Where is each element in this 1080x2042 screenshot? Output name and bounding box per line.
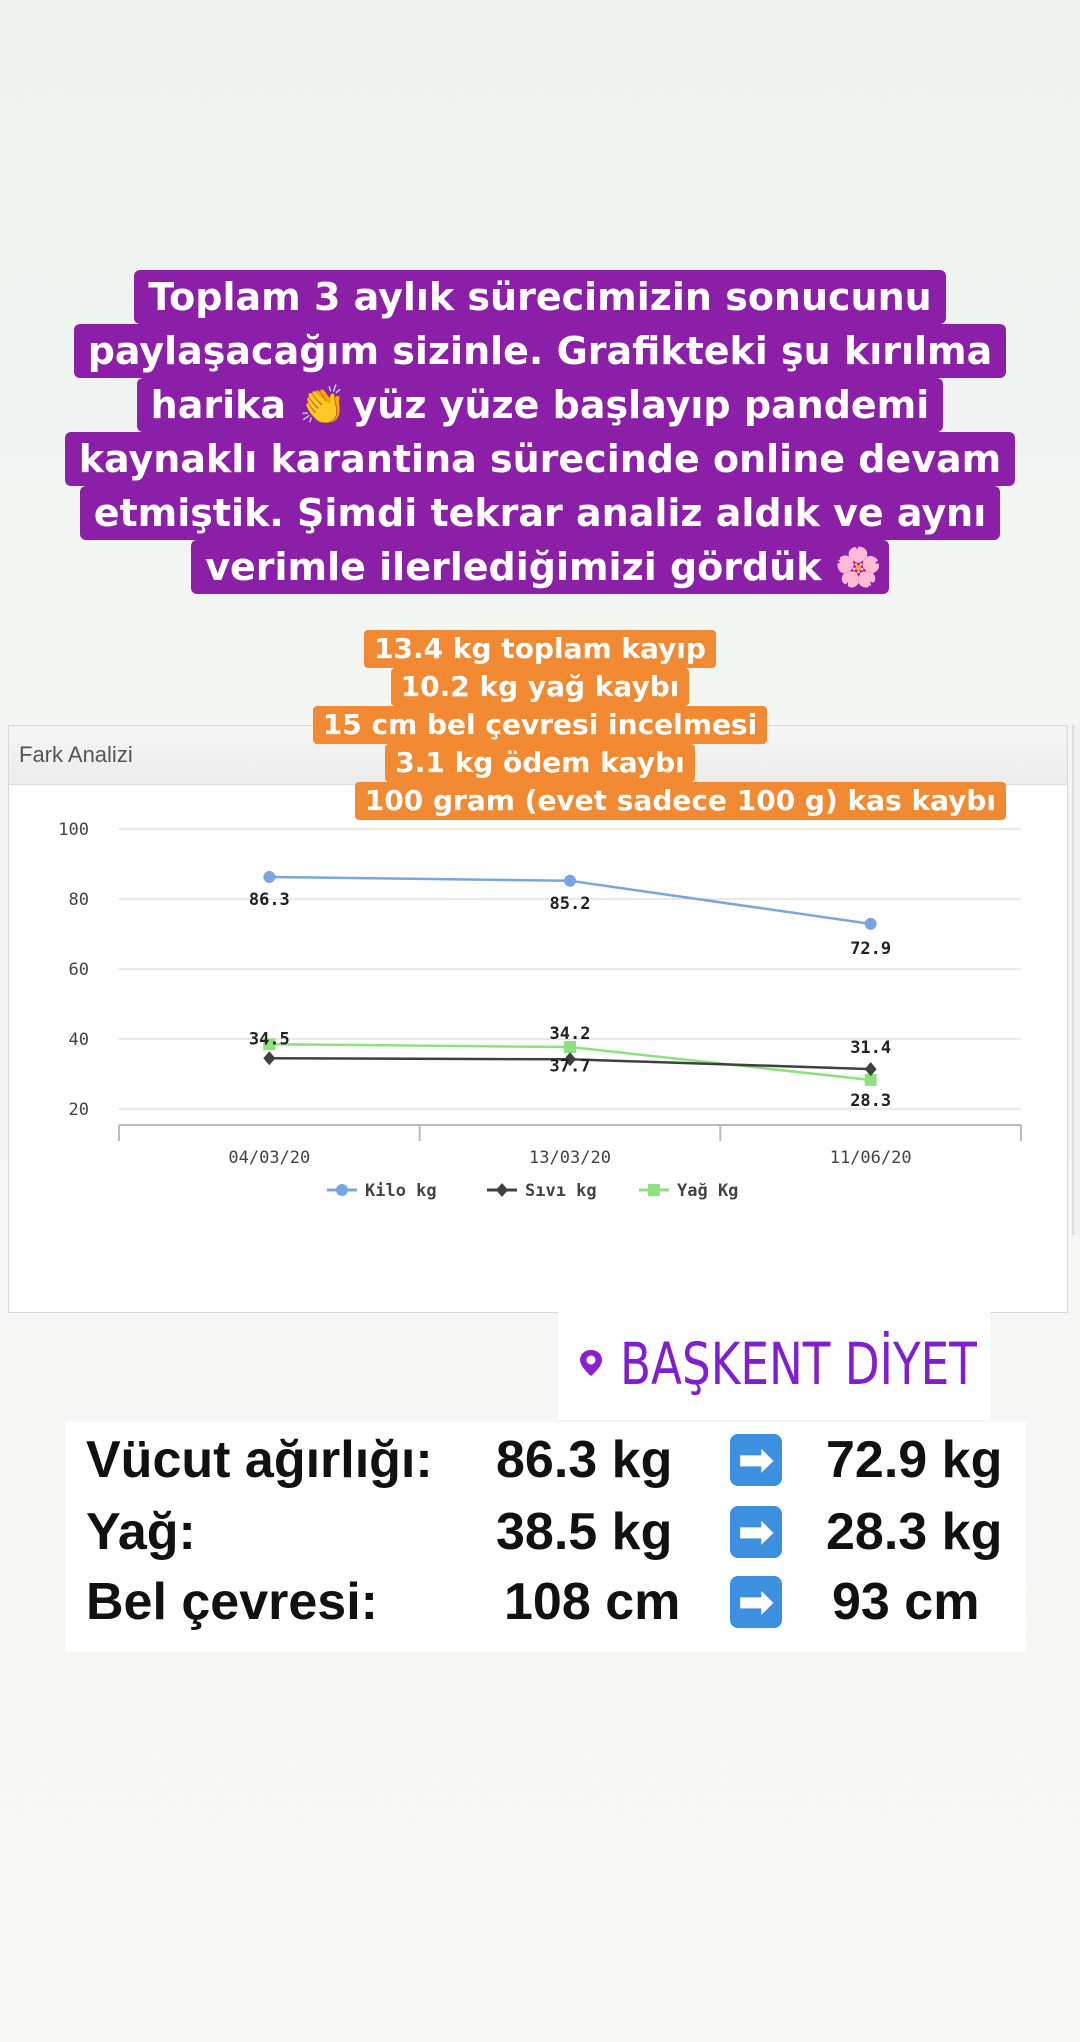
legend-label: Yağ Kg xyxy=(677,1181,739,1201)
data-point xyxy=(263,871,275,883)
x-tick-label: 04/03/20 xyxy=(228,1148,311,1168)
data-label: 72.9 xyxy=(850,938,892,959)
data-label: 86.3 xyxy=(248,889,290,910)
data-label: 85.2 xyxy=(549,893,591,914)
highlight-line: 100 gram (evet sadece 100 g) kas kaybı xyxy=(355,782,1006,820)
caption-text: yüz yüze başlayıp pandemi xyxy=(352,383,930,427)
stat-label: Yağ: xyxy=(86,1503,196,1561)
y-axis xyxy=(58,820,89,1120)
stat-label: Bel çevresi: xyxy=(86,1573,378,1631)
y-tick-label: 60 xyxy=(68,960,89,980)
arrow-right-icon: ➡ xyxy=(730,1434,782,1486)
cherry-blossom-icon: 🌸 xyxy=(834,545,883,589)
data-label: 31.4 xyxy=(850,1038,892,1059)
stat-from: 86.3 kg xyxy=(496,1431,673,1489)
caption-text: harika xyxy=(150,383,287,427)
highlight-line: 10.2 kg yağ kaybı xyxy=(391,668,690,706)
stat-to: 28.3 kg xyxy=(826,1503,1003,1561)
stat-label: Vücut ağırlığı: xyxy=(86,1431,433,1489)
caption-text: verimle ilerlediğimizi gördük xyxy=(205,545,822,589)
caption-line: kaynaklı karantina sürecinde online devam xyxy=(65,432,1015,486)
legend-label: Kilo kg xyxy=(365,1181,437,1201)
y-tick-label: 100 xyxy=(58,820,89,840)
caption-line: etmiştik. Şimdi tekrar analiz aldık ve aynı xyxy=(80,486,1001,540)
location-pin-icon xyxy=(576,1348,606,1378)
caption-line: Toplam 3 aylık sürecimizin sonucunu xyxy=(134,270,945,324)
highlights xyxy=(0,630,1080,820)
stats-row-weight xyxy=(86,1430,1003,1500)
data-label: 28.3 xyxy=(850,1090,892,1111)
x-tick-label: 11/06/20 xyxy=(829,1148,912,1168)
data-point xyxy=(648,1184,660,1196)
data-label: 37.7 xyxy=(549,1056,591,1077)
highlight-line: 3.1 kg ödem kaybı xyxy=(385,744,695,782)
stats-row-fat xyxy=(86,1502,1003,1572)
y-tick-label: 80 xyxy=(68,890,89,910)
highlight-line: 13.4 kg toplam kayıp xyxy=(364,630,716,668)
chart-legend xyxy=(327,1181,738,1201)
brand-sticker[interactable] xyxy=(558,1312,990,1420)
data-point xyxy=(336,1184,348,1196)
stat-to: 72.9 kg xyxy=(826,1431,1003,1489)
data-label: 34.2 xyxy=(549,1024,591,1045)
caption-line xyxy=(191,540,889,594)
data-label: 34.5 xyxy=(248,1029,290,1050)
brand-name: BAŞKENT DİYET xyxy=(620,1330,977,1398)
y-tick-label: 20 xyxy=(68,1100,89,1120)
data-labels xyxy=(249,890,891,1111)
data-point xyxy=(865,918,877,930)
data-point xyxy=(263,1051,275,1065)
data-point xyxy=(564,875,576,887)
arrow-right-icon: ➡ xyxy=(730,1576,782,1628)
caption-line xyxy=(137,378,944,432)
line-chart xyxy=(9,784,1067,1312)
clapping-hands-icon: 👏 xyxy=(299,383,347,427)
legend-label: Sıvı kg xyxy=(525,1181,597,1201)
stats-row-waist xyxy=(86,1572,980,1642)
stats-block xyxy=(66,1422,1026,1652)
x-tick-label: 13/03/20 xyxy=(529,1148,611,1168)
story-caption xyxy=(0,270,1080,594)
arrow-right-icon: ➡ xyxy=(730,1506,782,1558)
stat-from: 38.5 kg xyxy=(496,1503,673,1561)
panel-title: Fark Analizi xyxy=(19,742,133,767)
stat-from: 108 cm xyxy=(504,1573,681,1631)
x-axis xyxy=(119,1125,1021,1168)
y-tick-label: 40 xyxy=(68,1030,89,1050)
data-point xyxy=(496,1183,508,1197)
stat-to: 93 cm xyxy=(832,1573,980,1631)
highlight-line: 15 cm bel çevresi incelmesi xyxy=(313,706,767,744)
caption-line: paylaşacağım sizinle. Grafikteki şu kırılma xyxy=(74,324,1007,378)
